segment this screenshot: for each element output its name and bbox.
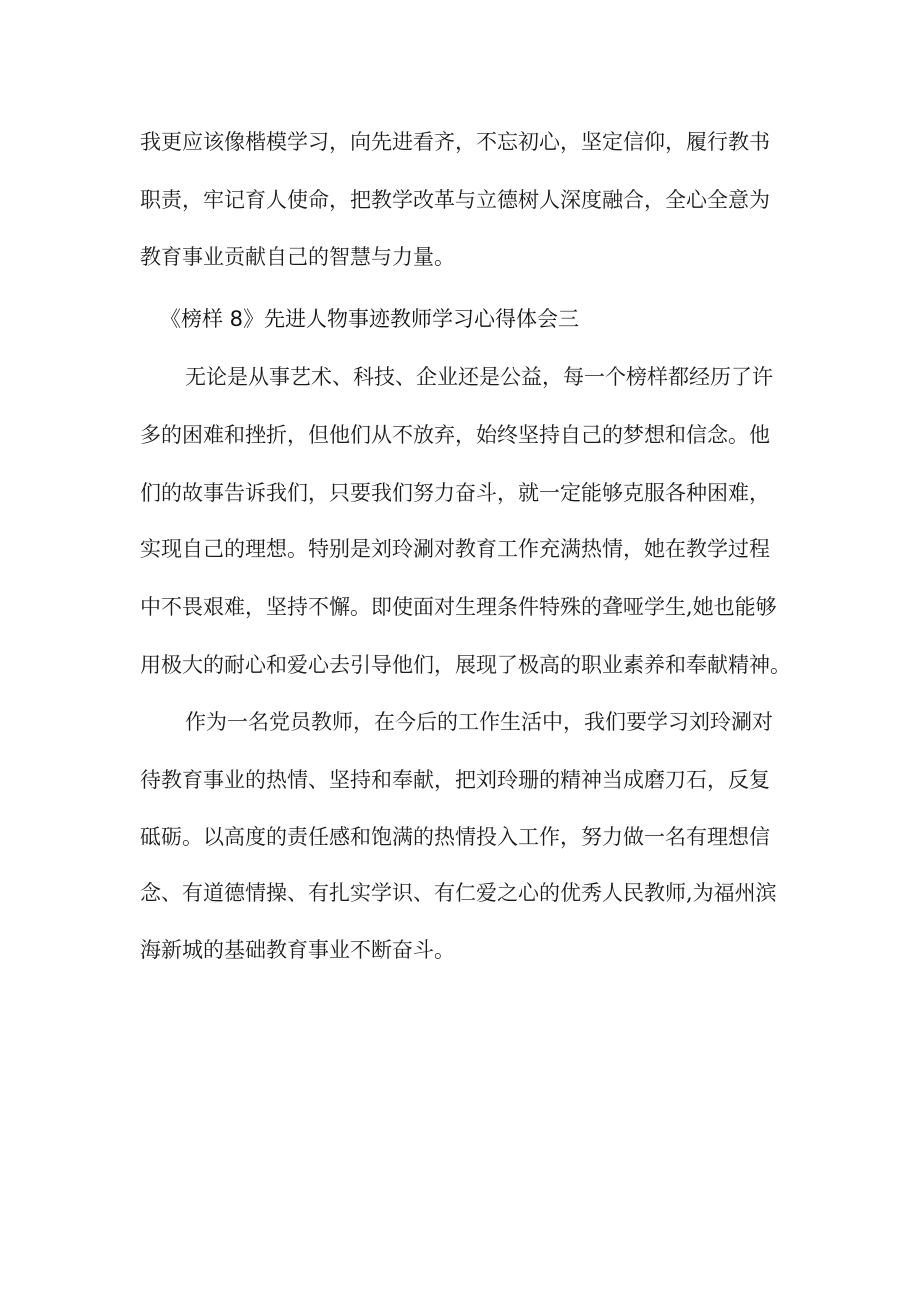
paragraph-2-line: 多的困难和挫折，但他们从不放弃，始终坚持自己的梦想和信念。他 (140, 423, 770, 447)
paragraph-2-line: 实现自己的理想。特别是刘玲涮对教育工作充满热情，她在教学过程 (140, 537, 770, 561)
paragraph-2-line: 无论是从事艺术、科技、企业还是公益，每一个榜样都经历了许 (185, 365, 773, 389)
paragraph-3-line: 砥砺。以高度的责任感和饱满的热情投入工作，努力做一名有理想信 (140, 825, 770, 849)
paragraph-1-line: 教育事业贡献自己的智慧与力量。 (140, 245, 455, 269)
paragraph-1-line: 职责，牢记育人使命，把教学改革与立德树人深度融合，全心全意为 (140, 188, 770, 212)
paragraph-2-line: 们的故事告诉我们，只要我们努力奋斗，就一定能够克服各种困难， (140, 481, 770, 505)
paragraph-3-line: 念、有道德情操、有扎实学识、有仁爱之心的优秀人民教师,为福州滨 (140, 881, 777, 905)
paragraph-2-line: 用极大的耐心和爱心去引导他们，展现了极高的职业素养和奉献精神。 (140, 653, 791, 677)
paragraph-3-line: 待教育事业的热情、坚持和奉献，把刘玲珊的精神当成磨刀石，反复 (140, 768, 770, 792)
paragraph-1-line: 我更应该像楷模学习，向先进看齐，不忘初心，坚定信仰，履行教书 (140, 130, 770, 154)
paragraph-3-line: 作为一名党员教师，在今后的工作生活中，我们要学习刘玲涮对 (185, 710, 773, 734)
paragraph-3-line: 海新城的基础教育事业不断奋斗。 (140, 938, 455, 962)
paragraph-2-line: 中不畏艰难，坚持不懈。即使面对生理条件特殊的聋哑学生,她也能够 (140, 595, 777, 619)
section-heading: 《榜样 8》先进人物事迹教师学习心得体会三 (160, 307, 580, 331)
